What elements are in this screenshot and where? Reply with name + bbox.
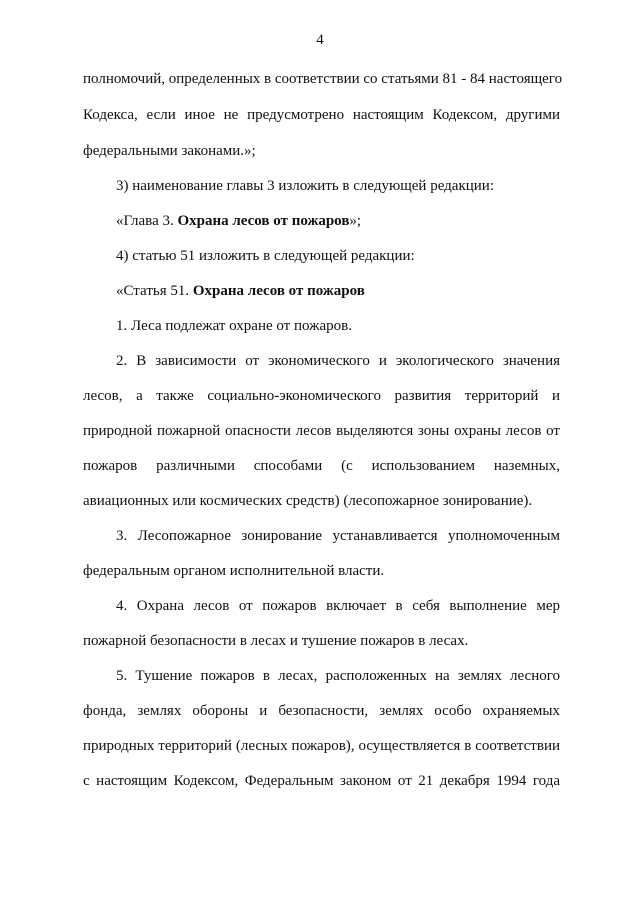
text-line: природных территорий (лесных пожаров), осуществляется в соответствии	[83, 738, 560, 754]
chapter-title: Охрана лесов от пожаров	[177, 213, 350, 229]
text-line: с настоящим Кодексом, Федеральным законом от 21 декабря 1994 года	[83, 773, 560, 789]
text-line: пожаров различными способами (с использованием наземных,	[83, 458, 560, 474]
text-line: федеральным органом исполнительной власти.	[83, 563, 385, 579]
text-line: пожарной безопасности в лесах и тушение пожаров в лесах.	[83, 633, 469, 649]
article-title-line	[116, 282, 560, 300]
page-number: 4	[316, 32, 324, 48]
text-line: 3. Лесопожарное зонирование устанавливается уполномоченным	[116, 528, 560, 544]
text-line: лесов, а также социально-экономического развития территорий и	[83, 388, 560, 404]
text-line: полномочий, определенных в соответствии со статьями 81 - 84 настоящего	[83, 71, 563, 87]
text-line: федеральными законами.»;	[83, 143, 256, 159]
chapter-title-line	[116, 212, 560, 230]
text-line: фонда, землях обороны и безопасности, землях особо охраняемых	[83, 703, 560, 719]
text-line: авиационных или космических средств) (лесопожарное зонирование).	[83, 493, 533, 509]
chapter-prefix: «Глава 3.	[116, 213, 174, 229]
text-line: 1. Леса подлежат охране от пожаров.	[116, 318, 352, 334]
article-title: Охрана лесов от пожаров	[192, 283, 365, 299]
text-line: 2. В зависимости от экономического и экологического значения	[116, 353, 560, 369]
text-line: Кодекса, если иное не предусмотрено настоящим Кодексом, другими	[83, 107, 560, 123]
text-line: 3) наименование главы 3 изложить в следующей редакции:	[116, 178, 494, 194]
text-line: природной пожарной опасности лесов выделяются зоны охраны лесов от	[83, 423, 560, 439]
text-line: 5. Тушение пожаров в лесах, расположенных на землях лесного	[116, 668, 560, 684]
text-line: 4) статью 51 изложить в следующей редакции:	[116, 248, 415, 264]
text-line: 4. Охрана лесов от пожаров включает в себя выполнение мер	[116, 598, 560, 614]
article-prefix: «Статья 51.	[116, 283, 190, 299]
chapter-suffix: »;	[349, 213, 362, 229]
